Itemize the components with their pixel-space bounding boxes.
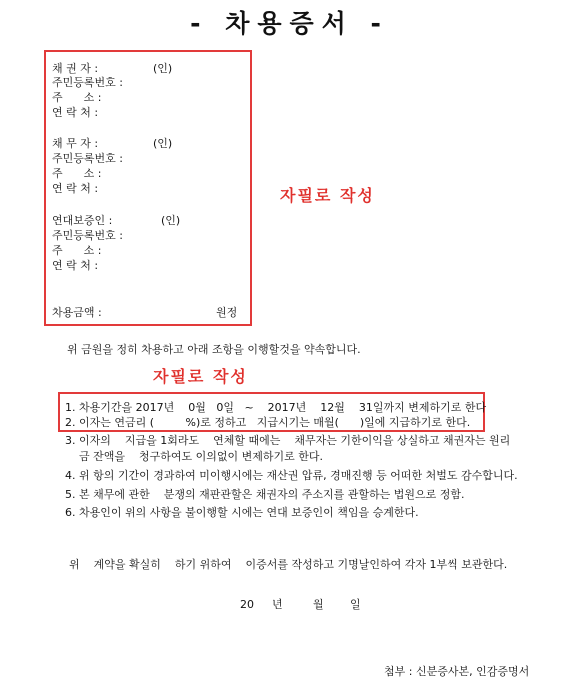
creditor-name-label: 채 권 자 :	[52, 62, 99, 75]
date-year-prefix: 20	[240, 598, 254, 611]
confirmation-text: 위 계약을 확실히 하기 위하여 이증서를 작성하고 기명날인하여 각자 1부씩 보관한다.	[69, 558, 508, 571]
date-day-label: 일	[350, 598, 361, 611]
debtor-seal: (인)	[153, 137, 173, 150]
debtor-contact-label: 연 락 처 :	[52, 182, 99, 195]
clause-4: 4. 위 항의 기간이 경과하여 미이행시에는 재산권 압류, 경매진행 등 어떠한 처벌도 감수합니다.	[65, 469, 518, 482]
document-title: - 차용증서 -	[190, 9, 389, 38]
guarantor-seal: (인)	[161, 214, 181, 227]
creditor-address-label: 주 소 :	[52, 91, 102, 104]
loan-amount-unit: 원정	[216, 306, 238, 319]
date-month-label: 월	[313, 598, 324, 611]
debtor-name-label: 채 무 자 :	[52, 137, 99, 150]
guarantor-contact-label: 연 락 처 :	[52, 259, 99, 272]
clause-6: 6. 차용인이 위의 사항을 불이행할 시에는 연대 보증인이 책임을 승계한다.	[65, 506, 419, 519]
attachment-note: 첨부 : 신분증사본, 인감증명서	[384, 665, 530, 678]
guarantor-name-label: 연대보증인 :	[52, 214, 113, 227]
clause-2: 2. 이자는 연금리 ( %)로 정하고 지급시기는 매월( )일에 지급하기로 한다.	[65, 416, 471, 429]
guarantor-address-label: 주 소 :	[52, 244, 102, 257]
creditor-id-label: 주민등록번호 :	[52, 76, 123, 89]
creditor-contact-label: 연 락 처 :	[52, 106, 99, 119]
guarantor-id-label: 주민등록번호 :	[52, 229, 123, 242]
promise-text: 위 금원을 정히 차용하고 아래 조항을 이행할것을 약속합니다.	[67, 343, 361, 356]
handwrite-note-terms: 자필로 작성	[153, 367, 248, 386]
clause-3: 3. 이자의 지급을 1회라도 연체할 때에는 채무자는 기한이익을 상실하고 채권자는 원리	[65, 434, 511, 447]
debtor-id-label: 주민등록번호 :	[52, 152, 123, 165]
date-year-label: 년	[272, 598, 283, 611]
loan-amount-label: 차용금액 :	[52, 306, 102, 319]
clause-3-continued: 금 잔액을 청구하여도 이의없이 변제하기로 한다.	[79, 450, 323, 463]
handwrite-note-parties: 자필로 작성	[280, 186, 375, 205]
clause-1: 1. 차용기간을 2017년 0월 0일 ~ 2017년 12월 31일까지 변제하기로 한다	[65, 401, 487, 414]
debtor-address-label: 주 소 :	[52, 167, 102, 180]
clause-5: 5. 본 채무에 관한 분쟁의 재판관할은 채권자의 주소지를 관할하는 법원으로 정함.	[65, 488, 465, 501]
creditor-seal: (인)	[153, 62, 173, 75]
